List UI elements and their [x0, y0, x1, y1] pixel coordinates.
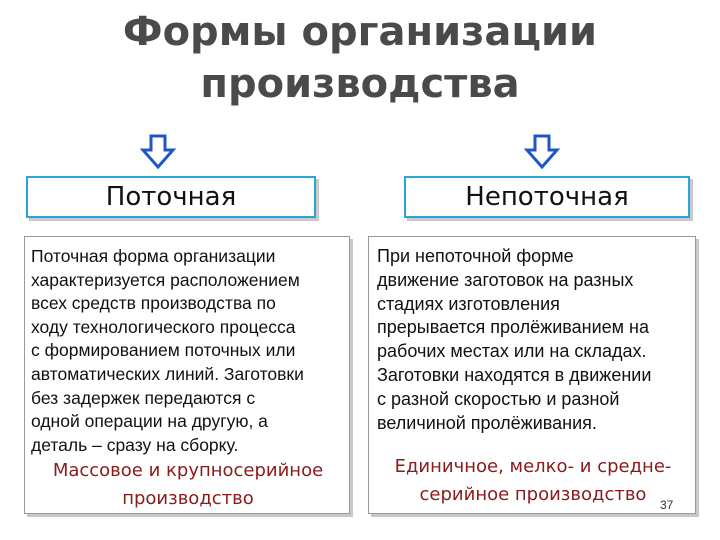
summary-line: производство: [122, 488, 254, 509]
description-line: прерывается пролёживанием на: [377, 317, 649, 338]
flow-form-description: [31, 245, 304, 457]
description-line: При непоточной форме: [377, 246, 574, 266]
page-title: [110, 6, 610, 110]
description-line: всех средств производства по: [31, 293, 276, 314]
description-line: одной операции на другую, а: [31, 411, 268, 432]
down-arrow-icon: [524, 134, 560, 170]
description-line: движение заготовок на разных: [377, 269, 634, 290]
summary-line: Единичное, мелко- и средне-: [394, 456, 672, 477]
description-line: без задержек передаются с: [31, 387, 256, 408]
title-line-2: производства: [200, 61, 520, 107]
flow-form-header: [26, 176, 316, 218]
description-line: характеризуется расположением: [31, 269, 300, 290]
description-line: с формированием поточных или: [31, 340, 296, 361]
flow-form-description-box: [24, 236, 350, 514]
slide-number: 37: [660, 498, 674, 512]
description-line: деталь – сразу на сборку.: [31, 434, 239, 455]
summary-line: Массовое и крупносерийное: [52, 460, 324, 481]
nonflow-form-header: [404, 176, 690, 218]
flow-form-header-label: Поточная: [105, 182, 237, 212]
down-arrow-icon: [140, 134, 176, 170]
description-line: рабочих местах или на складах.: [377, 341, 647, 362]
flow-form-production-type: [25, 457, 351, 513]
summary-line: серийное производство: [419, 484, 647, 505]
nonflow-form-description: [377, 245, 651, 435]
title-line-1: Формы организации: [122, 9, 598, 55]
description-line: ходу технологического процесса: [31, 316, 296, 337]
description-line: стадиях изготовления: [377, 293, 560, 314]
description-line: автоматических линий. Заготовки: [31, 363, 304, 384]
nonflow-form-production-type: [369, 453, 697, 509]
description-line: Поточная форма организации: [31, 246, 276, 266]
nonflow-form-description-box: [368, 236, 696, 514]
description-line: Заготовки находятся в движении: [377, 364, 652, 385]
description-line: величиной пролёживания.: [377, 412, 597, 433]
description-line: с разной скоростью и разной: [377, 388, 620, 409]
nonflow-form-header-label: Непоточная: [465, 182, 629, 212]
